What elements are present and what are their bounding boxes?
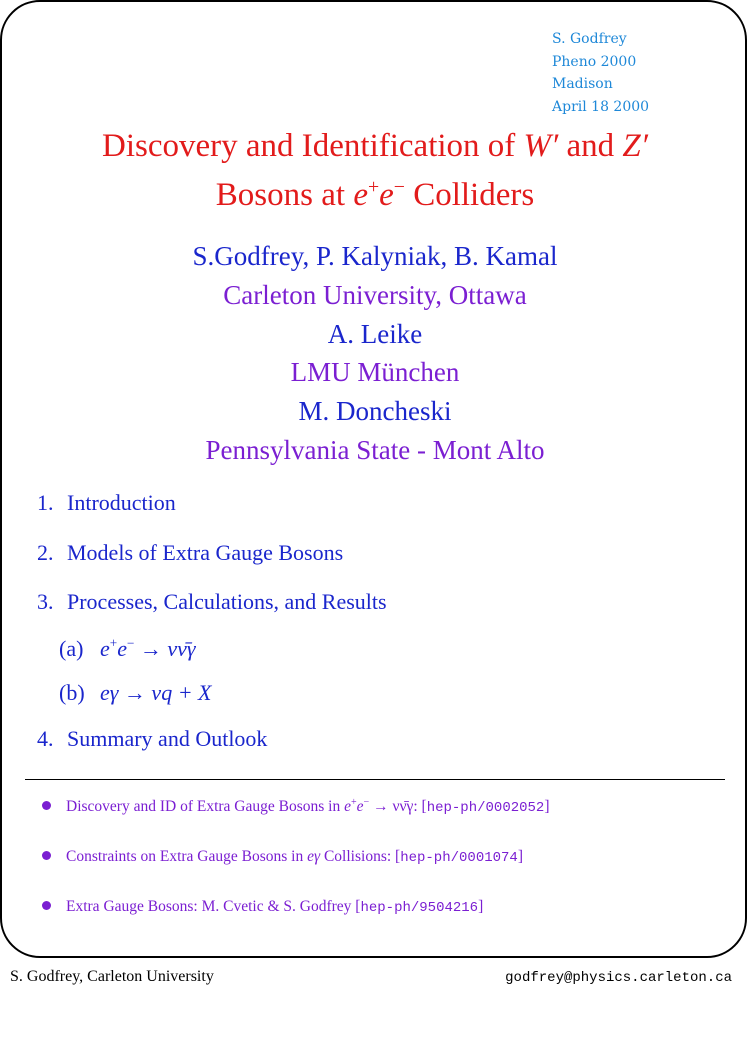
- outline-subitem: (b) eγ → νq + X: [59, 680, 212, 705]
- arxiv-link[interactable]: hep-ph/0001074: [400, 850, 518, 866]
- author-names: S.Godfrey, P. Kalyniak, B. Kamal: [192, 241, 558, 271]
- outline-item: 3. Processes, Calculations, and Results: [37, 589, 387, 614]
- section-divider: [25, 779, 725, 780]
- title-line-2: Bosons at e+e− Colliders: [215, 176, 535, 213]
- bullet-icon: [42, 851, 51, 860]
- meta-location: Madison: [552, 76, 613, 92]
- meta-conference: Pheno 2000: [552, 53, 637, 70]
- footer-email[interactable]: godfrey@physics.carleton.ca: [505, 970, 732, 986]
- footer-author: S. Godfrey, Carleton University: [10, 968, 214, 985]
- header-meta: [552, 28, 649, 118]
- title-line-1: Discovery and Identification of W′ and Z′: [102, 128, 648, 164]
- slide-title: [0, 122, 750, 220]
- arxiv-link[interactable]: hep-ph/0002052: [426, 800, 545, 816]
- meta-date: April 18 2000: [552, 98, 650, 115]
- w-prime-symbol: W′: [523, 128, 559, 164]
- reference-item: Constraints on Extra Gauge Bosons in eγ Collisions: [hep-ph/0001074]: [42, 848, 523, 866]
- bullet-icon: [42, 901, 51, 910]
- author-names: M. Doncheski: [298, 396, 452, 427]
- z-prime-symbol: Z′: [622, 128, 648, 164]
- author-list: [0, 237, 750, 470]
- outline-item: 2. Models of Extra Gauge Bosons: [37, 540, 344, 565]
- meta-author: S. Godfrey: [552, 31, 627, 47]
- author-institution: LMU München: [290, 357, 460, 388]
- author-institution: Pennsylvania State - Mont Alto: [205, 434, 545, 465]
- reference-item: Discovery and ID of Extra Gauge Bosons in e+e− → νν̄γ: [hep-ph/0002052]: [42, 798, 550, 816]
- outline-item: 1. Introduction: [37, 490, 176, 515]
- bullet-icon: [42, 801, 51, 810]
- outline-subitem: (a) e+e− → νν̄γ: [59, 635, 196, 661]
- reference-item: Extra Gauge Bosons: M. Cvetic & S. Godfrey [hep-ph/9504216]: [42, 898, 483, 916]
- outline-item: 4. Summary and Outlook: [37, 726, 268, 751]
- author-institution: Carleton University, Ottawa: [223, 279, 527, 310]
- author-names: A. Leike: [327, 318, 423, 349]
- arxiv-link[interactable]: hep-ph/9504216: [360, 900, 479, 916]
